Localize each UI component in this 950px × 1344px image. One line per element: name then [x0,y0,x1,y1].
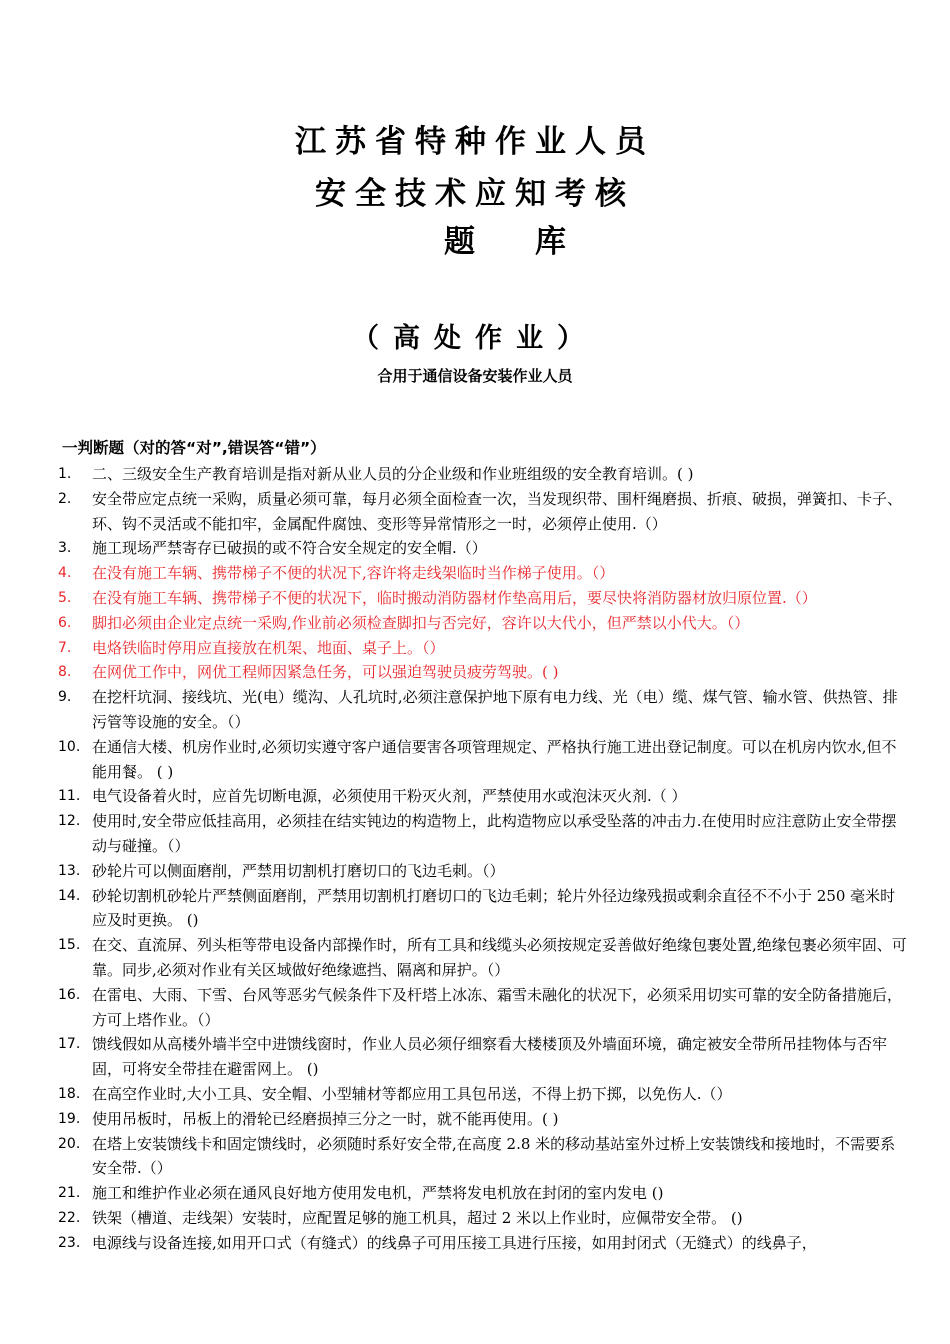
question-number: 6. [58,614,72,631]
question-text: 在高空作业时,大小工具、安全帽、小型辅材等都应用工具包吊送，不得上扔下掷，以免伤人.（） [92,1084,732,1103]
question-item [58,487,908,537]
question-number: 4. [58,565,72,582]
question-number: 1. [58,466,72,482]
question-item [58,933,908,983]
question-list [58,462,908,1256]
question-number: 14. [58,887,81,904]
question-item [58,1181,908,1206]
question-item [58,536,908,561]
question-text: 铁架（槽道、走线架）安装时，应配置足够的施工机具，超过 2 米以上作业时，应佩带安全带。 () [92,1208,743,1227]
question-text: 砂轮片可以侧面磨削，严禁用切割机打磨切口的飞边毛刺。（） [92,861,505,880]
question-item [58,586,908,611]
question-item [58,462,908,487]
question-text: 使用时,安全带应低挂高用，必须挂在结实钝边的构造物上，此构造物应以承受坠落的冲击力.在使用时应注意防止安全带摆动与碰撞。（） [92,812,897,855]
question-number: 18. [58,1085,81,1102]
question-item [58,685,908,735]
question-number: 17. [58,1036,81,1053]
question-text: 施工现场严禁寄存已破损的或不符合安全规定的安全帽.（） [92,539,487,558]
title-line-3: 题库 [444,224,626,260]
question-number: 20. [58,1135,81,1152]
question-item [58,809,908,859]
question-text: 电气设备着火时，应首先切断电源，必须使用干粉灭火剂，严禁使用水或泡沫灭火剂.（ ） [92,787,687,806]
question-text: 在挖杆坑洞、接线坑、光(电）缆沟、人孔坑时,必须注意保护地下原有电力线、光（电）缆、煤气管、输水管、供热管、排污管等设施的安全。（） [92,688,898,731]
question-item [58,1132,908,1182]
question-number: 22. [58,1209,81,1226]
category-heading: （高处作业） [352,323,598,354]
applicable-subtitle: 合用于通信设备安装作业人员 [377,367,573,385]
question-text: 电源线与设备连接,如用开口式（有缝式）的线鼻子可用压接工具进行压接，如用封闭式（无缝式）的线鼻子， [92,1233,817,1252]
question-number: 13. [58,862,81,879]
question-number: 11. [58,788,81,805]
question-number: 21. [58,1185,81,1202]
question-item [58,1032,908,1082]
question-text: 施工和维护作业必须在通风良好地方使用发电机，严禁将发电机放在封闭的室内发电 () [92,1184,664,1203]
question-text: 二、三级安全生产教育培训是指对新从业人员的分企业级和作业班组级的安全教育培训。( ) [92,465,694,483]
question-number: 23. [58,1234,81,1251]
question-number: 2. [58,490,72,507]
question-text: 在交、直流屏、列头柜等带电设备内部操作时，所有工具和线缆头必须按规定妥善做好绝缘包裹处置,绝缘包裹必须牢固、可靠。同步,必须对作业有关区域做好绝缘遮挡、隔离和屏护。（） [92,936,907,979]
question-text: 在雷电、大雨、下雪、台风等恶劣气候条件下及杆塔上冰冻、霜雪未融化的状况下，必须采用切实可靠的安全防备措施后，方可上塔作业。（） [92,985,903,1029]
question-text: 在塔上安装馈线卡和固定馈线时，必须随时系好安全带,在高度 2.8 米的移动基站室外过桥上安装馈线和接地时，不需要系安全带.（） [92,1134,896,1178]
question-item [58,1206,908,1231]
question-item [58,884,908,934]
question-number: 5. [58,589,72,606]
question-number: 3. [58,540,72,557]
question-text: 在没有施工车辆、携带梯子不便的状况下，临时搬动消防器材作垫高用后，要尽快将消防器材放归原位置.（） [92,588,817,607]
question-item [58,983,908,1033]
question-text: 在网优工作中，网优工程师因紧急任务，可以强迫驾驶员疲劳驾驶。( ) [92,663,559,682]
question-number: 10. [58,738,81,755]
question-text: 脚扣必须由企业定点统一采购,作业前必须检查脚扣与否完好，容许以大代小，但严禁以小代大。（） [92,613,750,632]
question-text: 在没有施工车辆、携带梯子不便的状况下,容许将走线架临时当作梯子使用。（） [92,564,615,583]
question-text: 在通信大楼、机房作业时,必须切实遵守客户通信要害各项管理规定、严格执行施工进出登记制度。可以在机房内饮水,但不能用餐。 ( ) [92,737,897,781]
question-item [58,1107,908,1132]
title-line-2: 安全技术应知考核 [315,176,635,212]
question-number: 8. [58,664,72,681]
question-number: 7. [58,639,72,656]
question-number: 15. [58,937,81,954]
question-text: 电烙铁临时停用应直接放在机架、地面、桌子上。（） [92,638,445,657]
question-text: 馈线假如从高楼外墙半空中进馈线窗时，作业人员必须仔细察看大楼楼顶及外墙面环境，确定被安全带所吊挂物体与否牢固，可将安全带挂在避雷网上。 () [92,1035,888,1079]
section-heading: 一判断题（对的答“对”,错误答“错”） [62,439,326,457]
question-item [58,784,908,809]
question-number: 16. [58,986,81,1003]
question-text: 安全带应定点统一采购，质量必须可靠，每月必须全面检查一次，当发现织带、围杆绳磨损、折痕、破损，弹簧扣、卡子、环、钩不灵活或不能扣牢，金属配件腐蚀、变形等异常情形之一时，必须停止使用.（） [92,489,903,533]
question-item [58,611,908,636]
question-number: 9. [58,689,72,706]
question-number: 12. [58,813,81,830]
question-item [58,660,908,685]
question-item [58,735,908,785]
question-text: 使用吊板时，吊板上的滑轮已经磨损掉三分之一时，就不能再使用。( ) [92,1109,559,1128]
question-item [58,561,908,586]
question-item [58,1231,908,1256]
question-number: 19. [58,1110,81,1127]
question-item [58,859,908,884]
question-item [58,636,908,661]
title-line-1: 江苏省特种作业人员 [295,124,655,160]
question-item [58,1082,908,1107]
question-text: 砂轮切割机砂轮片严禁侧面磨削，严禁用切割机打磨切口的飞边毛刺；轮片外径边缘残损或剩余直径不不小于 250 毫米时应及时更换。 () [92,886,896,930]
